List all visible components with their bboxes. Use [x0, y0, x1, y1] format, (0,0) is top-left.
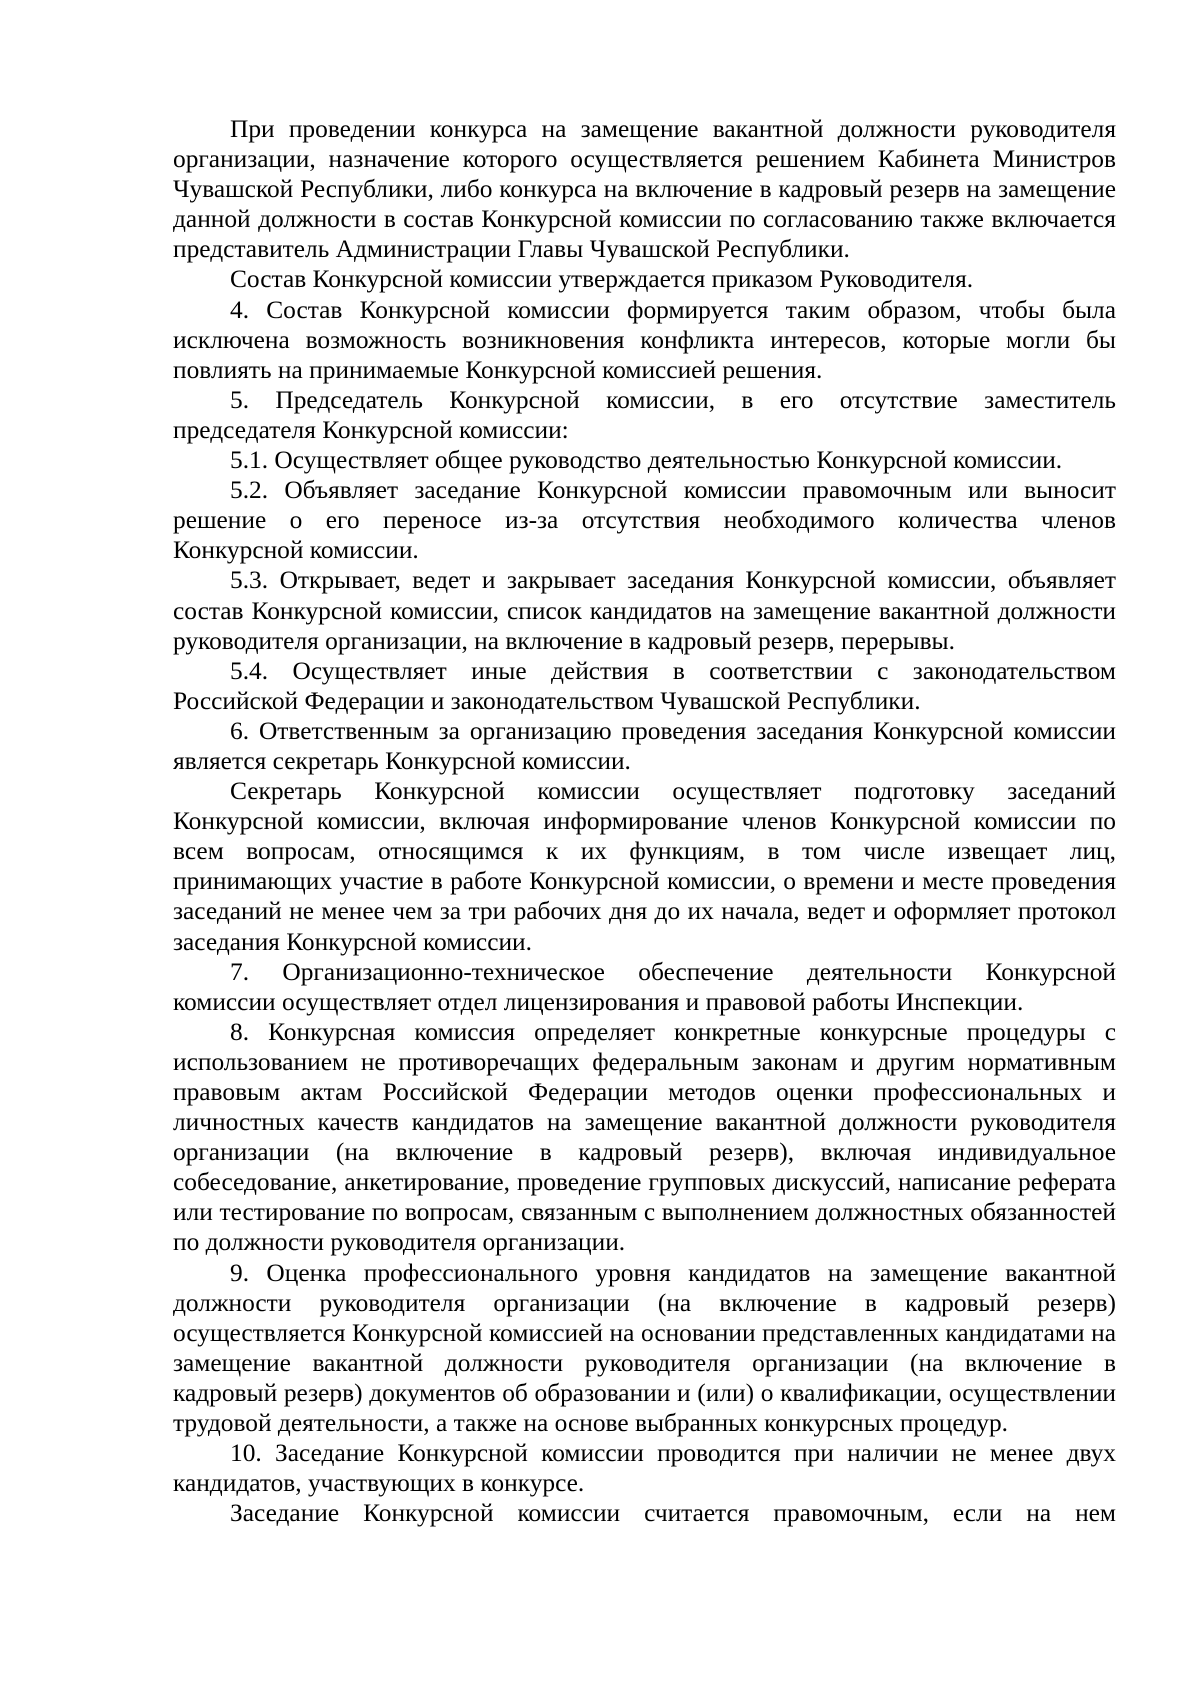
paragraph-5-2: 5.2. Объявляет заседание Конкурсной комиссии правомочным или выносит решение о его переносе из-за отсутствия необходимого количества членов Конкурсной комиссии. [173, 476, 1116, 565]
paragraph-secretary-duties: Секретарь Конкурсной комиссии осуществляет подготовку заседаний Конкурсной комиссии, включая информирование членов Конкурсной комиссии по всем вопросам, относящимся к их функциям, в том числе извещает лиц, принимающих участие в работе Конкурсной комиссии, о времени и месте проведения заседаний не менее чем за три рабочих дня до их начала, ведет и оформляет протокол заседания Конкурсной комиссии. [173, 777, 1116, 956]
paragraph-representative: При проведении конкурса на замещение вакантной должности руководителя организации, назначение которого осуществляется решением Кабинета Министров Чувашской Республики, либо конкурса на включение в кадровый резерв на замещение данной должности в состав Конкурсной комиссии по согласованию также включается представитель Администрации Главы Чувашской Республики. [173, 115, 1116, 264]
paragraph-5-3: 5.3. Открывает, ведет и закрывает заседания Конкурсной комиссии, объявляет состав Конкурсной комиссии, список кандидатов на замещение вакантной должности руководителя организации, на включение в кадровый резерв, перерывы. [173, 566, 1116, 655]
document-page [173, 114, 1116, 1528]
paragraph-composition-approval: Состав Конкурсной комиссии утверждается приказом Руководителя. [230, 265, 974, 294]
paragraph-5-1: 5.1. Осуществляет общее руководство деятельностью Конкурсной комиссии. [230, 446, 1063, 475]
paragraph-7: 7. Организационно-техническое обеспечение деятельности Конкурсной комиссии осуществляет отдел лицензирования и правовой работы Инспекции. [173, 957, 1116, 1016]
paragraph-5: 5. Председатель Конкурсной комиссии, в его отсутствие заместитель председателя Конкурсной комиссии: [173, 385, 1116, 444]
paragraph-9: 9. Оценка профессионального уровня кандидатов на замещение вакантной должности руководителя организации (на включение в кадровый резерв) осуществляется Конкурсной комиссией на основании представленных кандидатами на замещение вакантной должности руководителя организации (на включение в кадровый резерв) документов об образовании и (или) о квалификации, осуществлении трудовой деятельности, а также на основе выбранных конкурсных процедур. [173, 1258, 1116, 1438]
paragraph-10: 10. Заседание Конкурсной комиссии проводится при наличии не менее двух кандидатов, участвующих в конкурсе. [173, 1439, 1116, 1498]
paragraph-8: 8. Конкурсная комиссия определяет конкретные конкурсные процедуры с использованием не противоречащих федеральным законам и другим нормативным правовым актам Российской Федерации методов оценки профессиональных и личностных качеств кандидатов на замещение вакантной должности руководителя организации (на включение в кадровый резерв), включая индивидуальное собеседование, анкетирование, проведение групповых дискуссий, написание реферата или тестирование по вопросам, связанным с выполнением должностных обязанностей по должности руководителя организации. [173, 1017, 1116, 1257]
paragraph-quorum: Заседание Конкурсной комиссии считается правомочным, если на нем [230, 1499, 1116, 1528]
paragraph-6: 6. Ответственным за организацию проведения заседания Конкурсной комиссии является секретарь Конкурсной комиссии. [173, 716, 1116, 775]
paragraph-4: 4. Состав Конкурсной комиссии формируется таким образом, чтобы была исключена возможность возникновения конфликта интересов, которые могли бы повлиять на принимаемые Конкурсной комиссией решения. [173, 295, 1116, 384]
paragraph-5-4: 5.4. Осуществляет иные действия в соответствии с законодательством Российской Федерации и законодательством Чувашской Республики. [173, 656, 1116, 715]
